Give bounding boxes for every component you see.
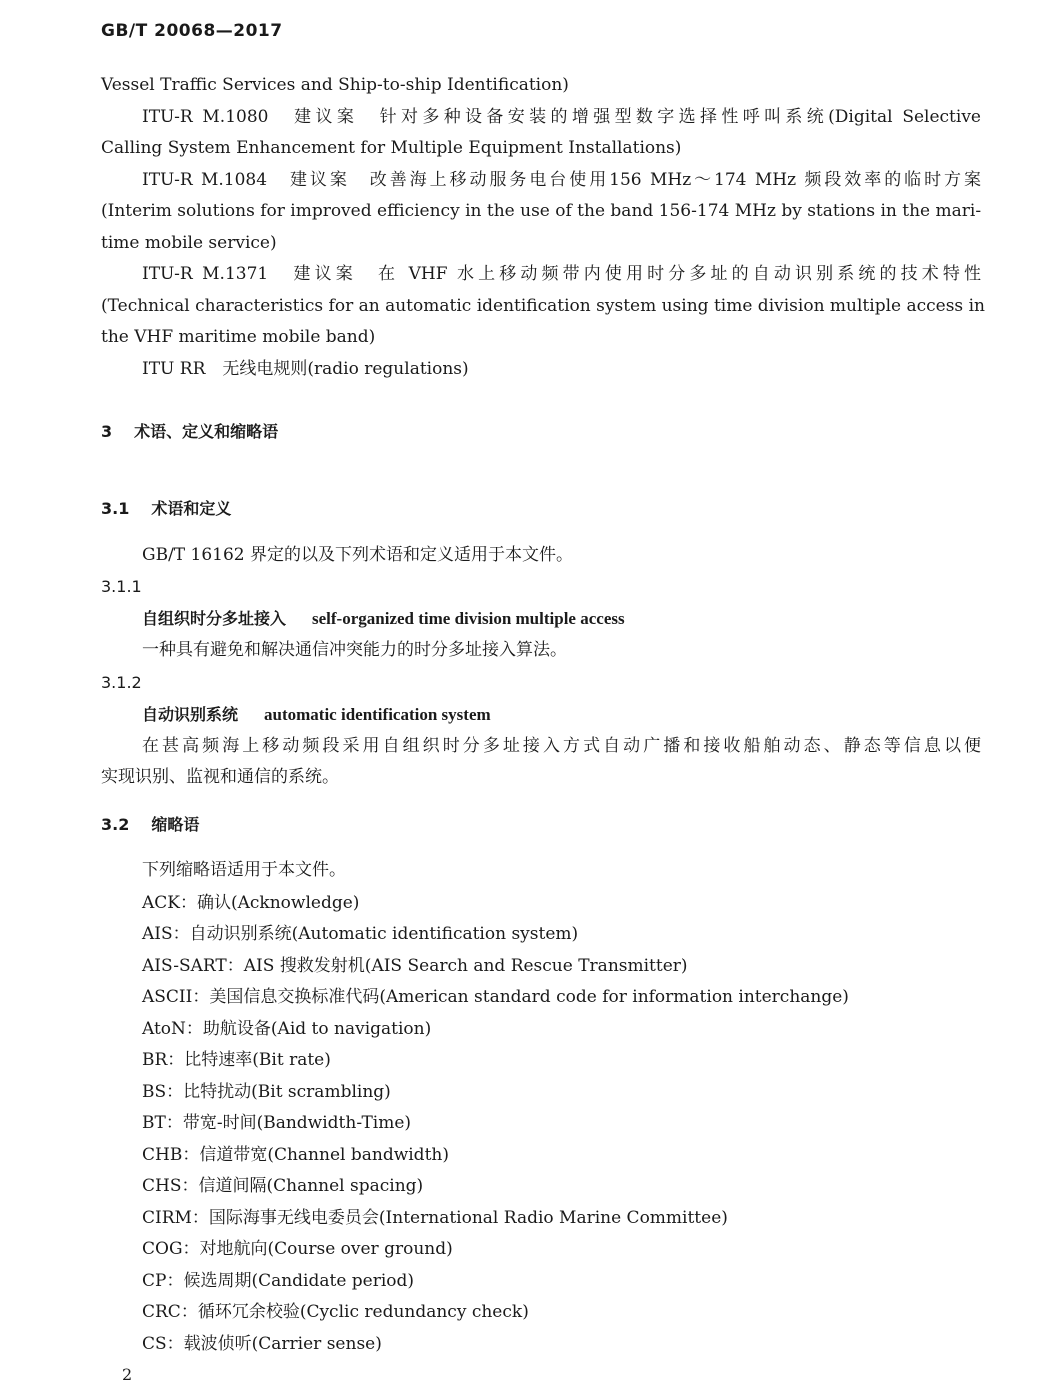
ref-line: ITU RR 无线电规则(radio regulations) — [142, 359, 469, 379]
ref-line: time mobile service) — [101, 233, 277, 253]
term-definition: 一种具有避免和解决通信冲突能力的时分多址接入算法。 — [142, 640, 567, 660]
section-title: 缩略语 — [151, 815, 200, 834]
abbreviation-item: ASCII：美国信息交换标准代码(American standard code for information interchange) — [142, 987, 849, 1007]
term-number: 3.1.2 — [101, 673, 142, 692]
abbreviation-item: ACK：确认(Acknowledge) — [142, 893, 360, 913]
abbreviation-item: COG：对地航向(Course over ground) — [142, 1239, 453, 1259]
abbreviation-item: AIS：自动识别系统(Automatic identification system) — [142, 924, 579, 944]
abbreviation-item: CHB：信道带宽(Channel bandwidth) — [142, 1145, 449, 1165]
abbreviation-item: BR：比特速率(Bit rate) — [142, 1050, 331, 1070]
abbreviation-item: CP：候选周期(Candidate period) — [142, 1271, 415, 1291]
section-number: 3.2 — [101, 815, 130, 834]
abbreviation-item: CS：载波侦听(Carrier sense) — [142, 1334, 382, 1354]
abbreviation-item: AtoN：助航设备(Aid to navigation) — [142, 1019, 432, 1039]
term-chinese: 自组织时分多址接入 — [142, 609, 287, 628]
section-number: 3 — [101, 422, 113, 441]
abbreviation-item: CIRM：国际海事无线电委员会(International Radio Marine Committee) — [142, 1208, 728, 1228]
ref-line: (Interim solutions for improved efficiency in the use of the band 156-174 MHz by stations in the mari- — [101, 201, 982, 221]
abbreviation-item: CHS：信道间隔(Channel spacing) — [142, 1176, 424, 1196]
ref-line: (Technical characteristics for an automatic identification system using time division multiple access in — [101, 296, 985, 316]
term-heading — [142, 608, 625, 630]
ref-line: ITU-R M.1080 建议案 针对多种设备安装的增强型数字选择性呼叫系统(Digital Selective — [142, 107, 981, 127]
term-english: self-organized time division multiple access — [312, 609, 625, 628]
term-definition: 在甚高频海上移动频段采用自组织时分多址接入方式自动广播和接收船舶动态、静态等信息以便 — [142, 736, 981, 756]
section-title: 术语、定义和缩略语 — [134, 422, 279, 441]
section-intro: 下列缩略语适用于本文件。 — [142, 860, 346, 880]
abbreviation-item: CRC：循环冗余校验(Cyclic redundancy check) — [142, 1302, 529, 1322]
section-3-2-heading — [101, 814, 199, 836]
ref-line: ITU-R M.1371 建议案 在 VHF 水上移动频带内使用时分多址的自动识别系统的技术特性 — [142, 264, 981, 284]
section-intro: GB/T 16162 界定的以及下列术语和定义适用于本文件。 — [142, 545, 574, 565]
ref-line: Calling System Enhancement for Multiple Equipment Installations) — [101, 138, 682, 158]
section-title: 术语和定义 — [151, 499, 232, 518]
section-3-1-heading — [101, 498, 231, 520]
abbreviation-item: BS：比特扰动(Bit scrambling) — [142, 1082, 391, 1102]
term-number: 3.1.1 — [101, 577, 142, 596]
abbreviation-item: AIS-SART：AIS 搜救发射机(AIS Search and Rescue Transmitter) — [142, 956, 688, 976]
ref-line: Vessel Traffic Services and Ship-to-ship Identification) — [101, 75, 569, 95]
section-3-heading — [101, 421, 278, 443]
term-chinese: 自动识别系统 — [142, 705, 239, 724]
ref-line: ITU-R M.1084 建议案 改善海上移动服务电台使用156 MHz～174 MHz 频段效率的临时方案 — [142, 170, 981, 190]
term-heading — [142, 704, 491, 726]
section-number: 3.1 — [101, 499, 130, 518]
term-english: automatic identification system — [264, 705, 491, 724]
page-number: 2 — [122, 1365, 133, 1384]
abbreviation-item: BT：带宽-时间(Bandwidth-Time) — [142, 1113, 412, 1133]
ref-line: the VHF maritime mobile band) — [101, 327, 376, 347]
standard-code-header: GB/T 20068—2017 — [101, 21, 283, 41]
term-definition: 实现识别、监视和通信的系统。 — [101, 767, 339, 787]
